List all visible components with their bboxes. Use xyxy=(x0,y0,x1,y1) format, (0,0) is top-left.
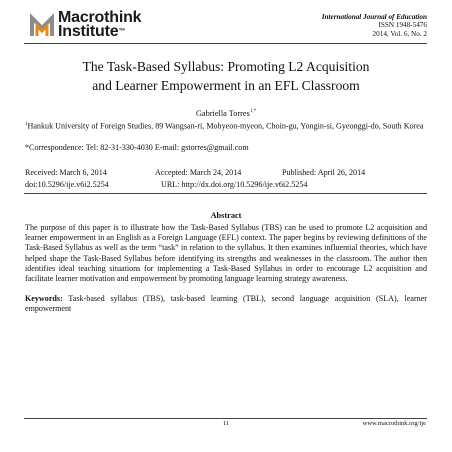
abstract-heading: Abstract xyxy=(210,211,242,220)
author-line xyxy=(0,109,452,118)
journal-volume-issue: 2014, Vol. 6, No. 2 xyxy=(372,29,427,38)
affiliation-superscript: 1 xyxy=(25,122,28,127)
logo-trademark: ™ xyxy=(118,28,126,35)
title-line-1: The Task-Based Syllabus: Promoting L2 Acquisition xyxy=(82,59,370,74)
page-number: 11 xyxy=(222,420,230,427)
accepted-date: Accepted: March 24, 2014 xyxy=(155,168,242,177)
journal-issn: ISSN 1948-5476 xyxy=(378,21,427,30)
author-affiliation xyxy=(25,120,427,132)
keywords-label: Keywords: xyxy=(25,294,63,303)
abstract-body: The purpose of this paper is to illustrate how the Task-Based Syllabus (TBS) can be used to promote L2 acquisition and learner empowerment in an English as a Foreign Language (EFL) context. The paper begins by reviewing definitions of the Task-Based Syllabus as well as the term “task” in relation to the syllabus. It then examines influential theories, which have helped shape the Task-Based Syllabus before identifying its strengths and weaknesses in the classroom. The author then identifies ideal teaching situations for implementing a Task-Based Syllabus in order to encourage L2 acquisition and facilitate learner motivation and empowerment by promoting language learning strategy awareness. xyxy=(25,223,427,284)
author-superscript: 1,* xyxy=(249,109,257,115)
macrothink-logo-icon xyxy=(28,12,56,40)
metadata-divider xyxy=(24,193,427,194)
article-url[interactable]: URL: http://dx.doi.org/10.5296/ije.v6i2.5254 xyxy=(161,180,308,189)
keywords-list: Task-based syllabus (TBS), task-based learning (TBL), second language acquisition (SLA), learner empowerment xyxy=(25,294,427,314)
received-date: Received: March 6, 2014 xyxy=(25,168,107,177)
publisher-website[interactable]: www.macrothink.org/ije xyxy=(362,420,426,427)
logo-text-line2: Institute xyxy=(58,23,119,40)
journal-name: International Journal of Education xyxy=(321,13,427,21)
published-date: Published: April 26, 2014 xyxy=(282,168,366,177)
logo-text-line1: Macrothink xyxy=(58,9,142,26)
header-divider xyxy=(24,43,427,44)
title-line-2: and Learner Empowerment in an EFL Classroom xyxy=(92,78,360,93)
publisher-logo xyxy=(28,11,168,43)
article-title xyxy=(24,57,428,95)
correspondence-info: *Correspondence: Tel: 82-31-330-4030 E-mail: gstorres@gmail.com xyxy=(25,143,249,152)
affiliation-text: Hankuk University of Foreign Studies, 89 Wangsan-ri, Mohyeon-myeon, Choin-gu, Yongin-si, Gyeonggi-do, South Korea xyxy=(27,121,424,131)
footer-divider xyxy=(24,418,427,419)
journal-info xyxy=(322,13,427,38)
keywords xyxy=(25,294,427,314)
doi: doi:10.5296/ije.v6i2.5254 xyxy=(25,180,109,189)
author-name: Gabriella Torres xyxy=(195,109,250,118)
